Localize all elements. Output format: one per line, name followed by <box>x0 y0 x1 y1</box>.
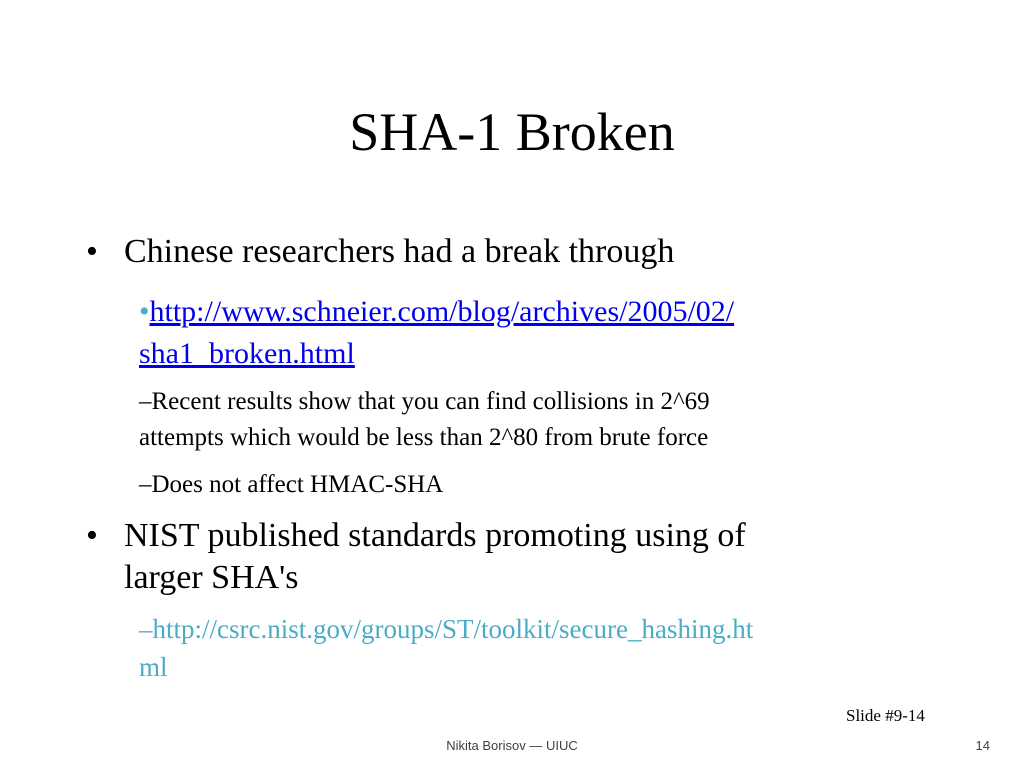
sub-bullet-link <box>139 294 939 330</box>
dash-item-2: –Does not affect HMAC-SHA <box>139 471 444 498</box>
bullet-2-cont <box>86 558 926 598</box>
bullet-2-line1: NIST published standards promoting using of <box>124 517 746 554</box>
dash-item-1-line1: –Recent results show that you can find collisions in 2^69 <box>139 388 710 415</box>
bullet-1-marker: • <box>86 233 98 270</box>
bullet-1 <box>86 232 926 272</box>
bullet-2-marker: • <box>86 517 98 554</box>
footer-author: Nikita Borisov — UIUC <box>446 738 578 753</box>
schneier-link-line2[interactable]: sha1_broken.html <box>139 337 355 370</box>
slide-label: Slide #9-14 <box>846 706 925 725</box>
bullet-2 <box>86 516 926 556</box>
bullet-1-text: Chinese researchers had a break through <box>124 233 675 270</box>
dash-item-1-line2: attempts which would be less than 2^80 from brute force <box>139 424 709 451</box>
sub-bullet-marker: • <box>139 295 150 328</box>
sub-bullet-link-cont <box>139 336 939 372</box>
bullet-2-line2: larger SHA's <box>124 559 299 596</box>
nist-link-line2[interactable]: ml <box>139 652 168 682</box>
slide-title: SHA-1 Broken <box>349 102 675 162</box>
schneier-link-line1[interactable]: http://www.schneier.com/blog/archives/2005/02/ <box>149 295 735 328</box>
nist-link-line1[interactable]: –http://csrc.nist.gov/groups/ST/toolkit/secure_hashing.ht <box>139 614 754 644</box>
page-number: 14 <box>975 738 990 753</box>
